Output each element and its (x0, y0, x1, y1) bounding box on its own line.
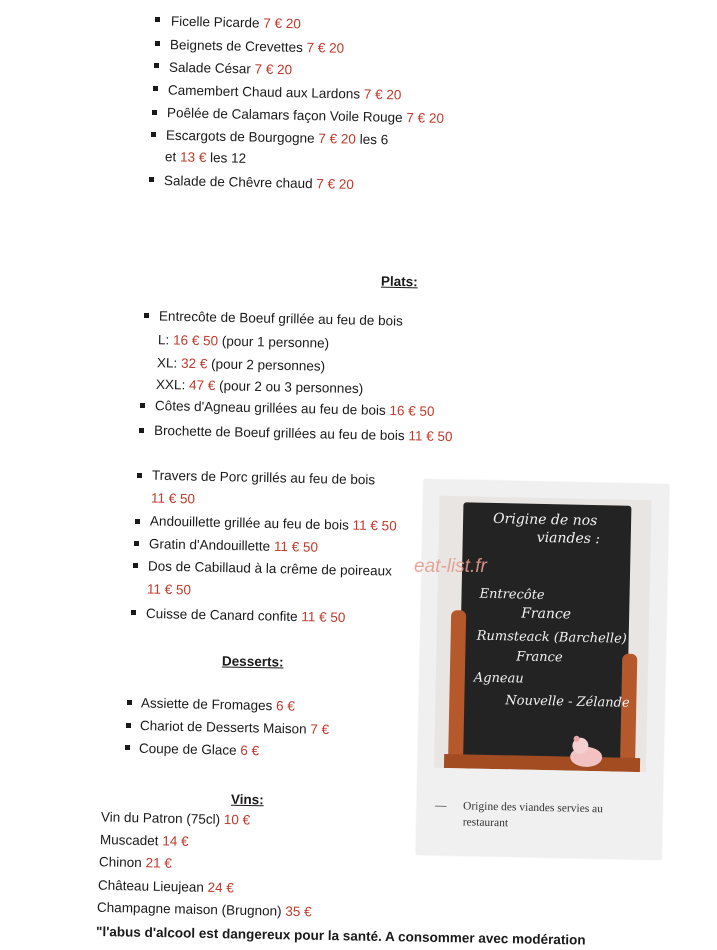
list-item-continuation: et 13 € les 12 (164, 149, 247, 166)
bullet (140, 403, 145, 408)
bullet (127, 700, 132, 705)
chalk-line: France (516, 649, 563, 666)
bullet (133, 563, 138, 568)
list-item: Brochette de Boeuf grillées au feu de bois 11 € 50 (153, 422, 453, 445)
board-post-left (448, 610, 466, 760)
list-item: Salade de Chêvre chaud 7 € 20 (163, 173, 355, 192)
bullet (155, 41, 160, 46)
alcohol-warning: "l'abus d'alcool est dangereux pour la santé. A consommer avec modération (95, 924, 586, 948)
list-item: Vin du Patron (75cl) 10 € (100, 809, 251, 828)
watermark: eat-list.fr (414, 556, 487, 577)
bullet (153, 86, 158, 91)
bullet (137, 473, 142, 478)
chalk-line: Nouvelle - Zélande (505, 693, 630, 711)
bullet (125, 745, 130, 750)
chalk-line: Rumsteack (Barchelle) (476, 628, 627, 647)
bullet (144, 313, 149, 318)
list-item: Dos de Cabillaud à la crême de poireaux (147, 558, 393, 579)
bullet (155, 17, 160, 22)
list-item: Chariot de Desserts Maison 7 € (139, 718, 330, 737)
list-item: Coupe de Glace 6 € (138, 740, 260, 759)
list-item: Entrecôte de Boeuf grillée au feu de bois (158, 308, 404, 329)
list-item: Gratin d'Andouillette 11 € 50 (148, 536, 319, 555)
bullet (154, 63, 159, 68)
photo-caption: restaurant (462, 816, 509, 830)
vins-heading: Vins: (230, 791, 264, 808)
list-item: Poêlée de Calamars façon Voile Rouge 7 € 20 (166, 105, 445, 126)
list-item: Champagne maison (Brugnon) 35 € (96, 899, 312, 920)
list-item: Assiette de Fromages 6 € (140, 695, 295, 714)
chalk-line: viandes : (536, 529, 601, 548)
list-item: Muscadet 14 € (99, 832, 189, 849)
list-item-continuation: XL: 32 € (pour 2 personnes) (156, 355, 326, 374)
list-item: Beignets de Crevettes 7 € 20 (169, 37, 345, 56)
list-item: Côtes d'Agneau grillées au feu de bois 16 € 50 (154, 398, 435, 419)
bullet (131, 610, 136, 615)
board-base (444, 754, 640, 772)
bullet (126, 723, 131, 728)
list-item: Château Lieujean 24 € (97, 877, 235, 896)
bullet (149, 177, 154, 182)
list-item: Ficelle Picarde 7 € 20 (170, 13, 302, 32)
list-item: Travers de Porc grillés au feu de bois (151, 467, 376, 488)
list-item: Cuisse de Canard confite 11 € 50 (145, 605, 346, 626)
desserts-heading: Desserts: (221, 653, 284, 670)
list-item: Salade César 7 € 20 (168, 59, 293, 78)
list-item-continuation: 11 € 50 (146, 581, 192, 598)
pig-figurine-icon (566, 735, 607, 770)
bullet (134, 541, 139, 546)
chalkboard-photo (434, 496, 652, 772)
list-item: Chinon 21 € (98, 854, 172, 871)
chalk-line: Entrecôte (479, 586, 545, 604)
list-item-continuation: 11 € 50 (150, 490, 196, 507)
list-item-continuation: L: 16 € 50 (pour 1 personne) (157, 332, 330, 351)
plats-heading: Plats: (380, 273, 418, 290)
bullet (152, 110, 157, 115)
list-item: Andouillette grillée au feu de bois 11 € 50 (149, 513, 397, 534)
list-item: Camembert Chaud aux Lardons 7 € 20 (167, 82, 402, 103)
bullet (151, 132, 156, 137)
bullet (135, 519, 140, 524)
bullet (139, 428, 144, 433)
photo-card (416, 479, 669, 859)
photo-caption: Origine des viandes servies au (462, 800, 604, 816)
chalk-line: France (520, 605, 572, 623)
list-item: Escargots de Bourgogne 7 € 20 les 6 (165, 127, 389, 148)
list-item-continuation: XXL: 47 € (pour 2 ou 3 personnes) (155, 376, 364, 397)
chalk-line: Agneau (473, 670, 524, 687)
caption-dash: — (434, 799, 447, 813)
chalk-line: Origine de nos (492, 510, 598, 530)
